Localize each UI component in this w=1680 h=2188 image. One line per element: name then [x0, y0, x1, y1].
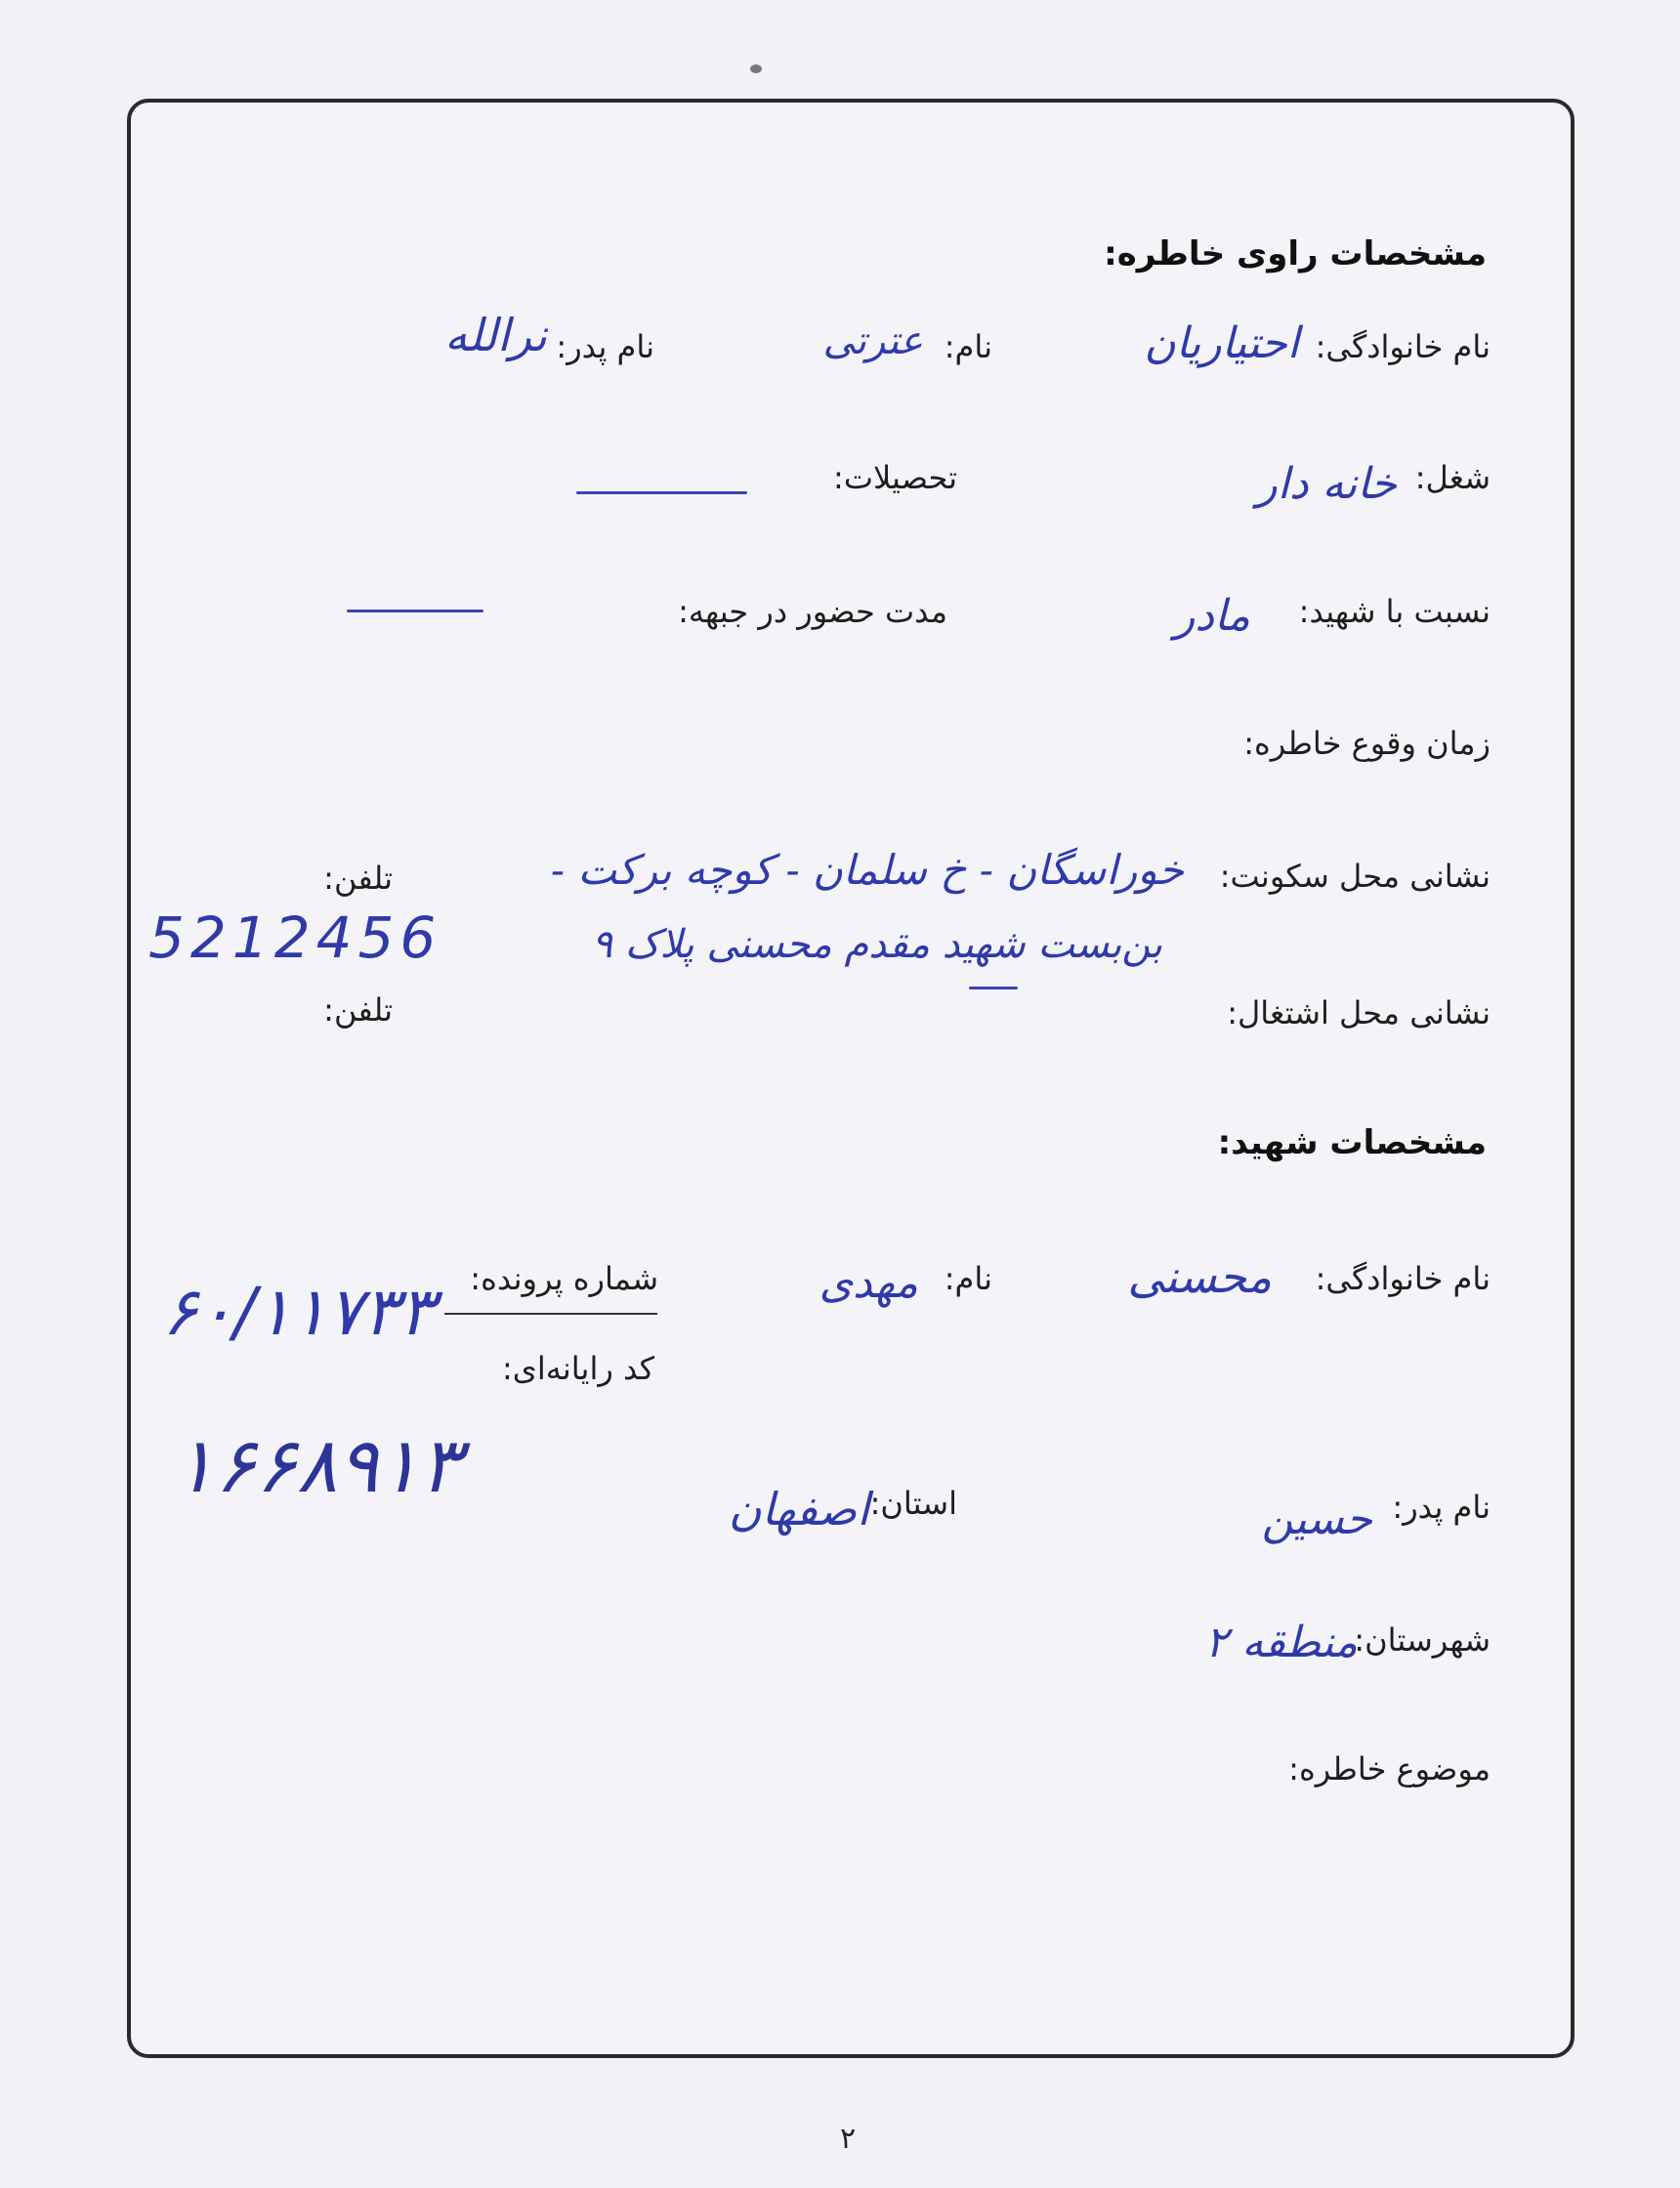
education-blank-stroke — [576, 491, 747, 494]
narrator-father-value: نرالله — [444, 309, 547, 361]
martyr-name-value: مهدی — [819, 1258, 918, 1308]
front-duration-blank-stroke — [347, 610, 483, 612]
narrator-relation-label: نسبت با شهید: — [1298, 593, 1491, 630]
martyr-county-value: منطقه ۲ — [1204, 1618, 1358, 1667]
paper-speck — [750, 64, 762, 73]
narrator-job-label: شغل: — [1414, 459, 1491, 496]
martyr-memory-topic-label: موضوع خاطره: — [1288, 1750, 1491, 1788]
narrator-heading: مشخصات راوی خاطره: — [1104, 234, 1487, 274]
narrator-father-label: نام پدر: — [556, 328, 654, 365]
martyr-family-value: محسنی — [1127, 1250, 1272, 1303]
narrator-memory-time-label: زمان وقوع خاطره: — [1243, 725, 1491, 762]
martyr-father-label: نام پدر: — [1392, 1489, 1491, 1526]
martyr-province-value: اصفهان — [728, 1483, 869, 1536]
narrator-address-line2: بن‌بست شهید مقدم محسنی پلاک ۹ — [591, 922, 1162, 967]
narrator-job-value: خانه دار — [1256, 459, 1397, 509]
martyr-heading: مشخصات شهید: — [1217, 1123, 1487, 1162]
martyr-computer-code-value: ۱۶۶۸۹۱۳ — [174, 1422, 461, 1510]
narrator-family-label: نام خانوادگی: — [1315, 328, 1491, 365]
martyr-file-number-value: ۶۰/۱۱۷۳۳ — [162, 1274, 435, 1351]
narrator-relation-value: مادر — [1174, 591, 1250, 641]
narrator-address-label: نشانی محل سکونت: — [1219, 858, 1491, 895]
narrator-work-address-label: نشانی محل اشتغال: — [1227, 994, 1491, 1031]
narrator-phone-label: تلفن: — [323, 860, 393, 897]
page-number: ۲ — [840, 2122, 857, 2156]
martyr-county-label: شهرستان: — [1354, 1621, 1491, 1659]
narrator-education-label: تحصیلات: — [833, 459, 957, 496]
narrator-address-line1: خوراسگان - خ سلمان - کوچه برکت - — [550, 846, 1184, 894]
martyr-province-label: استان: — [869, 1485, 957, 1522]
file-number-rule — [444, 1313, 657, 1315]
martyr-computer-code-label: کد رایانه‌ای: — [502, 1350, 654, 1387]
martyr-family-label: نام خانوادگی: — [1315, 1260, 1491, 1297]
narrator-name-label: نام: — [944, 328, 992, 365]
martyr-father-value: حسین — [1261, 1494, 1372, 1544]
martyr-file-number-label: شماره پرونده: — [470, 1260, 658, 1297]
address-underline-stroke — [969, 987, 1018, 989]
narrator-family-value: احتیاریان — [1144, 318, 1299, 368]
narrator-phone-value: 5212456 — [148, 905, 442, 971]
martyr-name-label: نام: — [944, 1260, 992, 1297]
narrator-name-value: عترتی — [822, 318, 923, 363]
narrator-front-duration-label: مدت حضور در جبهه: — [678, 593, 947, 630]
narrator-work-phone-label: تلفن: — [323, 991, 393, 1029]
